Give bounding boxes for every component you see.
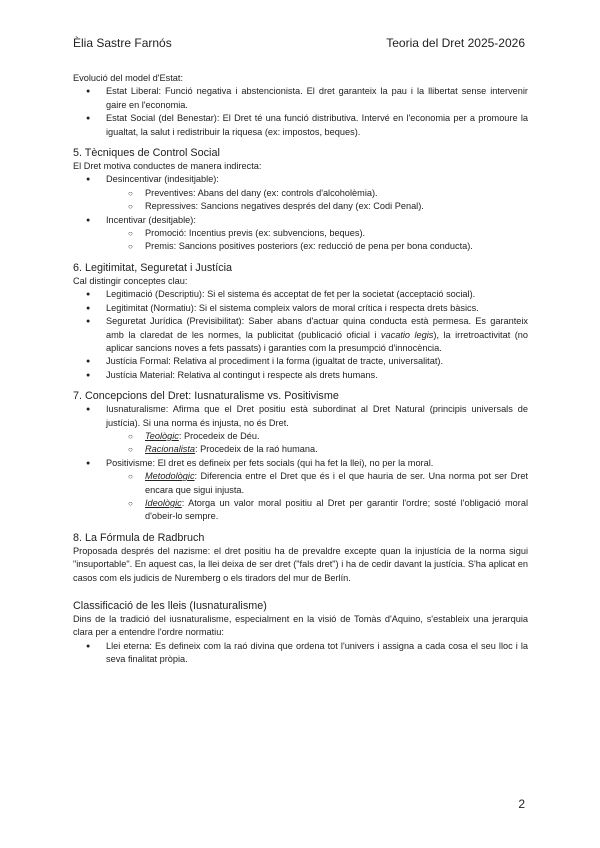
sublist-item: ○ Repressives: Sancions negatives després del dany (ex: Codi Penal).	[73, 200, 528, 213]
conceptions-list	[73, 403, 528, 524]
list-item: ● Seguretat Jurídica (Previsibilitat): Saber abans d'actuar quina conducta està permesa. Es garanteix amb la claredat de les normes, la publicitat (publicació oficial i vacatio legis), la irretroactivitat (no aplicar sancions noves a fets passats) i garanties com la presumpció d'innocència.	[73, 315, 528, 355]
state-model-list	[73, 85, 528, 139]
control-techniques-list	[73, 173, 528, 253]
state-model-intro: Evolució del model d'Estat:	[73, 73, 184, 83]
section-heading-8: 8. La Fórmula de Radbruch	[73, 531, 205, 544]
list-item: ● Justícia Material: Relativa al contingut i respecte als drets humans.	[73, 369, 528, 382]
laws-list	[73, 640, 528, 667]
list-item: ● Positivisme: El dret es defineix per fets socials (qui ha fet la llei), no per la moral. ○ Metodològic: Diferencia entre el Dret que és i el que hauria de ser. Una norma pot ser Dret encara que sigui injusta. ○ Ideològic: Atorga un valor moral positiu al Dret per garantir l'ordre; sosté l'obligació moral d'obeir-lo sempre.	[73, 457, 528, 524]
list-item: ● Llei eterna: Es defineix com la raó divina que ordena tot l'univers i assigna a cada cosa el seu lloc i la seva finalitat pròpia.	[73, 640, 528, 667]
sublist-item: ○ Racionalista: Procedeix de la raó humana.	[73, 443, 528, 456]
concepts-list	[73, 288, 528, 382]
laws-paragraph: Dins de la tradició del iusnaturalisme, especialment en la visió de Tomàs d'Aquino, s'estableix una jerarquia clara per a entendre l'ordre normatiu:	[73, 614, 528, 638]
sublist-item: ○ Ideològic: Atorga un valor moral positiu al Dret per garantir l'ordre; sosté l'obligació moral d'obeir-lo sempre.	[73, 497, 528, 524]
sublist-item: ○ Premis: Sancions positives posteriors (ex: reducció de pena per bona conducta).	[73, 240, 528, 253]
sublist	[106, 430, 528, 457]
list-item: ● Desincentivar (indesitjable): ○ Preventives: Abans del dany (ex: controls d'alcoholèmia). ○ Repressives: Sancions negatives després del dany (ex: Codi Penal).	[73, 173, 528, 213]
list-item: ● Incentivar (desitjable): ○ Promoció: Incentius previs (ex: subvencions, beques). ○ Premis: Sancions positives posteriors (ex: reducció de pena per bona conducta).	[73, 214, 528, 254]
radbruch-paragraph: Proposada després del nazisme: el dret positiu ha de prevaldre excepte quan la injustícia de la norma sigui "insuportable". En aquest cas, la llei deixa de ser dret ("fals dret") i ha de cedir davant la justícia. S'ha aplicat en casos com els judicis de Nuremberg o els tiradors del mur de Berlín.	[73, 545, 528, 583]
list-item: ● Legitimitat (Normatiu): Si el sistema compleix valors de moral crítica i respecta drets bàsics.	[73, 302, 528, 315]
document-body	[73, 72, 528, 667]
section-heading-7: 7. Concepcions del Dret: Iusnaturalisme vs. Positivisme	[73, 390, 339, 403]
header-author: Èlia Sastre Farnós	[73, 36, 172, 50]
header-course: Teoria del Dret 2025-2026	[386, 36, 525, 50]
section-heading-laws: Classificació de les lleis (Iusnaturalisme)	[73, 600, 267, 612]
page-number: 2	[518, 797, 525, 811]
section-intro: El Dret motiva conductes de manera indirecta:	[73, 161, 262, 172]
sublist-item: ○ Metodològic: Diferencia entre el Dret que és i el que hauria de ser. Una norma pot ser Dret encara que sigui injusta.	[73, 470, 528, 497]
list-item: ● Legitimació (Descriptiu): Si el sistema és acceptat de fet per la societat (acceptació social).	[73, 288, 528, 301]
section-intro: Cal distingir conceptes clau:	[73, 275, 188, 286]
sublist	[106, 187, 528, 214]
section-heading-5: 5. Tècniques de Control Social	[73, 147, 220, 160]
section-heading-6: 6. Legitimitat, Seguretat i Justícia	[73, 261, 233, 274]
list-item: ● Estat Liberal: Funció negativa i abstencionista. El dret garanteix la pau i la llibertat sense intervenir gaire en l'economia.	[73, 85, 528, 112]
list-item: ● Iusnaturalisme: Afirma que el Dret positiu està subordinat al Dret Natural (principis universals de justícia). Si una norma és injusta, no és Dret. ○ Teològic: Procedeix de Déu. ○ Racionalista: Procedeix de la raó humana.	[73, 403, 528, 457]
list-item: ● Justícia Formal: Relativa al procediment i la forma (igualtat de tracte, universalitat).	[73, 355, 528, 368]
sublist-item: ○ Teològic: Procedeix de Déu.	[73, 430, 528, 443]
sublist	[106, 227, 528, 254]
sublist-item: ○ Preventives: Abans del dany (ex: controls d'alcoholèmia).	[73, 187, 528, 200]
sublist-item: ○ Promoció: Incentius previs (ex: subvencions, beques).	[73, 227, 528, 240]
sublist	[106, 470, 528, 524]
list-item: ● Estat Social (del Benestar): El Dret té una funció distributiva. Intervé en l'economia per a promoure la igualtat, la salut i redistribuir la riquesa (ex: impostos, beques).	[73, 112, 528, 139]
